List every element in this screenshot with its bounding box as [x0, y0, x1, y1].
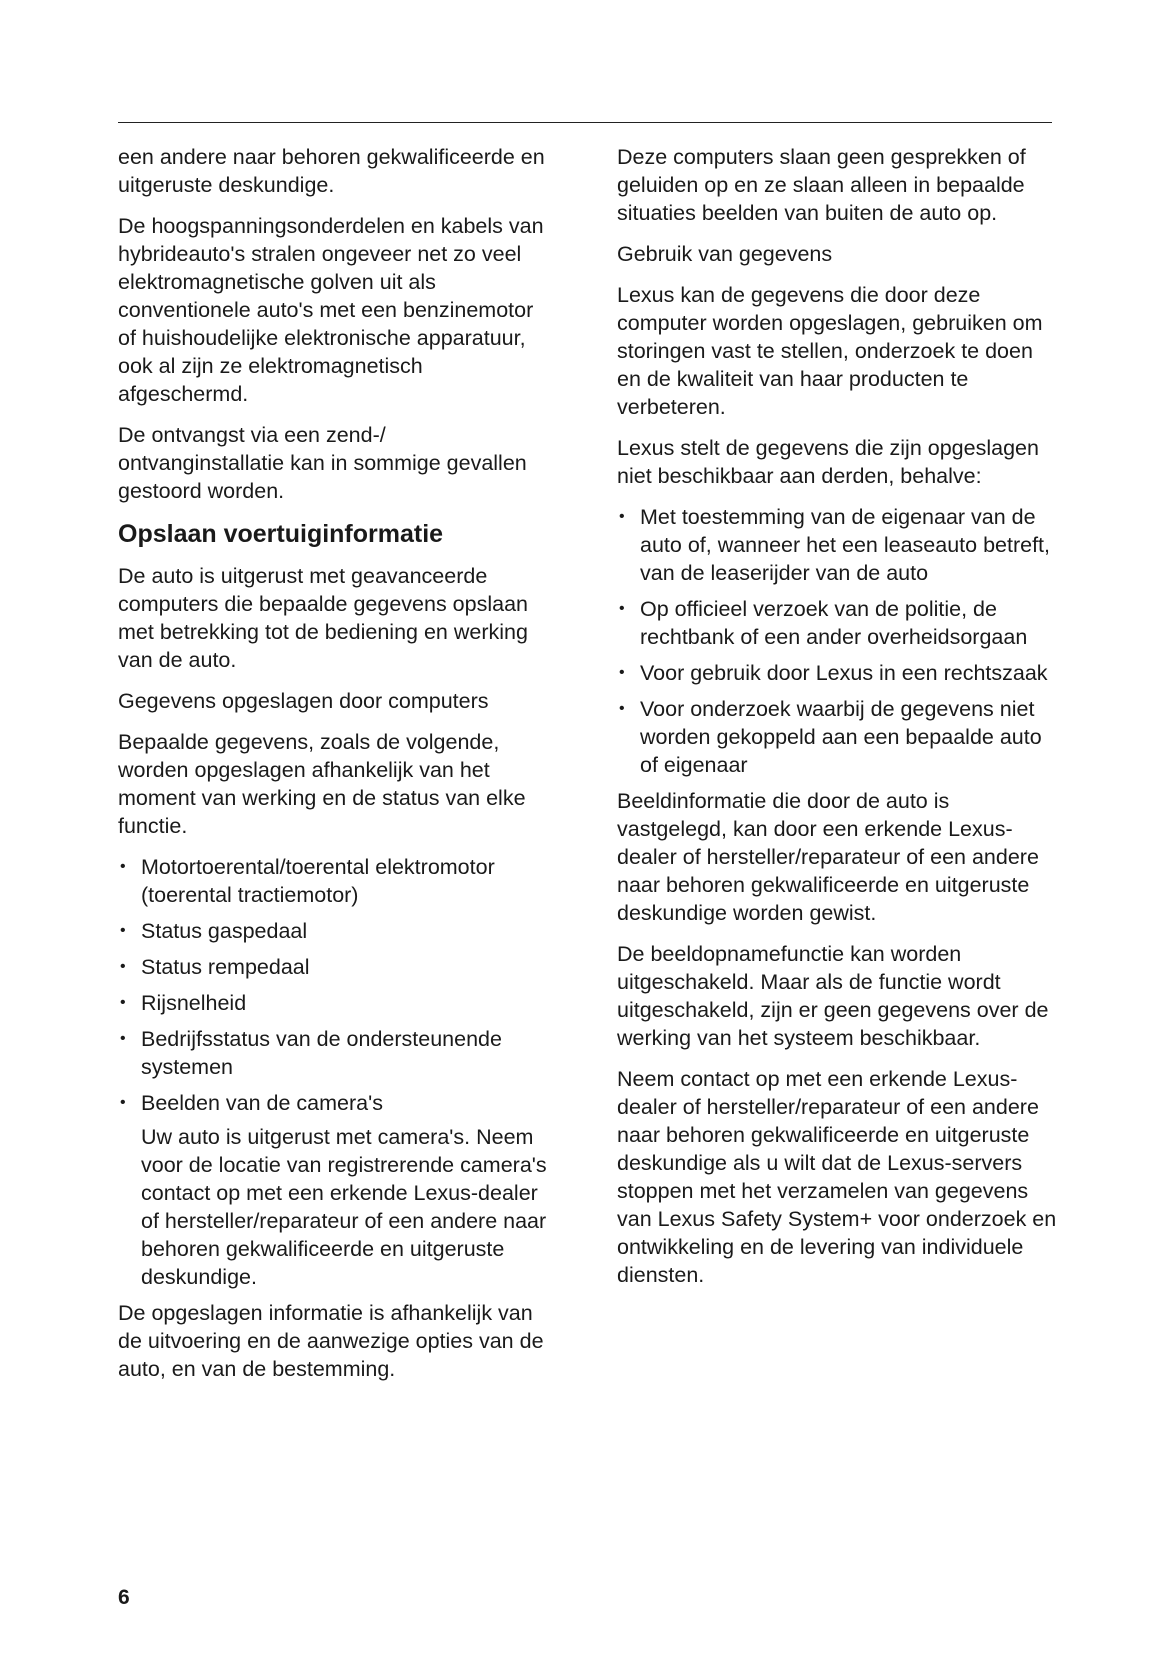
paragraph: De opgeslagen informatie is afhankelijk van de uitvoering en de aanwezige opties van de auto, en van de bestemming. [118, 1301, 544, 1381]
list-item: • Bedrijfsstatus van de ondersteunende systemen [118, 1025, 548, 1081]
stored-data-list [118, 853, 548, 1291]
paragraph: Neem contact op met een erkende Lexus-dealer of hersteller/reparateur of een andere naar behoren gekwalificeerde en uitgeruste deskundige als u wilt dat de Lexus-servers stoppen met het verzamelen van gegevens van Lexus Safety System+ voor onderzoek en ontwikkeling en de levering van individuele diensten. [617, 1067, 1057, 1287]
right-column [617, 143, 1057, 1302]
list-item: • Status rempedaal [118, 953, 548, 981]
list-item: • Beelden van de camera's Uw auto is uitgerust met camera's. Neem voor de locatie van registrerende camera's contact op met een erkende Lexus-dealer of hersteller/reparateur of een andere naar behoren gekwalificeerde en uitgeruste deskundige. [118, 1089, 548, 1291]
paragraph: De hoogspanningsonderdelen en kabels van hybrideauto's stralen ongeveer net zo veel elektromagnetische golven uit als conventionele auto's met een benzinemotor of huishoudelijke elektronische apparatuur, ook al zijn ze elektromagnetisch afgeschermd. [118, 214, 544, 406]
paragraph: Gebruik van gegevens [617, 242, 833, 266]
paragraph: Bepaalde gegevens, zoals de volgende, worden opgeslagen afhankelijk van het moment van werking en de status van elke functie. [118, 730, 526, 838]
section-heading: Opslaan voertuiginformatie [118, 520, 444, 548]
header-rule [118, 122, 1052, 123]
page-number: 6 [118, 1586, 130, 1609]
paragraph: De ontvangst via een zend-/ ontvanginstallatie kan in sommige gevallen gestoord worden. [118, 423, 527, 503]
disclosure-exceptions-list [617, 503, 1057, 779]
paragraph: De auto is uitgerust met geavanceerde computers die bepaalde gegevens opslaan met betrekking tot de bediening en werking van de auto. [118, 564, 528, 672]
left-column [118, 143, 548, 1396]
list-item: • Voor onderzoek waarbij de gegevens niet worden gekoppeld aan een bepaalde auto of eigenaar [617, 695, 1057, 779]
paragraph: Deze computers slaan geen gesprekken of geluiden op en ze slaan alleen in bepaalde situaties beelden van buiten de auto op. [617, 145, 1026, 225]
list-item: • Op officieel verzoek van de politie, de rechtbank of een ander overheidsorgaan [617, 595, 1057, 651]
list-item-detail: Uw auto is uitgerust met camera's. Neem voor de locatie van registrerende camera's contact op met een erkende Lexus-dealer of hersteller/reparateur of een andere naar behoren gekwalificeerde en uitgeruste deskundige. [141, 1125, 547, 1289]
paragraph: De beeldopnamefunctie kan worden uitgeschakeld. Maar als de functie wordt uitgeschakeld, zijn er geen gegevens over de werking van het systeem beschikbaar. [617, 942, 1049, 1050]
list-item: • Met toestemming van de eigenaar van de auto of, wanneer het een leaseauto betreft, van de leaserijder van de auto [617, 503, 1057, 587]
list-item: • Status gaspedaal [118, 917, 548, 945]
paragraph: Beeldinformatie die door de auto is vastgelegd, kan door een erkende Lexus-dealer of hersteller/reparateur of een andere naar behoren gekwalificeerde en uitgeruste deskundige worden gewist. [617, 789, 1039, 925]
list-item: • Voor gebruik door Lexus in een rechtszaak [617, 659, 1057, 687]
paragraph: Lexus stelt de gegevens die zijn opgeslagen niet beschikbaar aan derden, behalve: [617, 436, 1039, 488]
list-item: • Rijsnelheid [118, 989, 548, 1017]
list-item: • Motortoerental/toerental elektromotor (toerental tractiemotor) [118, 853, 548, 909]
paragraph: een andere naar behoren gekwalificeerde en uitgeruste deskundige. [118, 145, 545, 197]
paragraph: Gegevens opgeslagen door computers [118, 689, 489, 713]
paragraph: Lexus kan de gegevens die door deze computer worden opgeslagen, gebruiken om storingen vast te stellen, onderzoek te doen en de kwaliteit van haar producten te verbeteren. [617, 283, 1043, 419]
